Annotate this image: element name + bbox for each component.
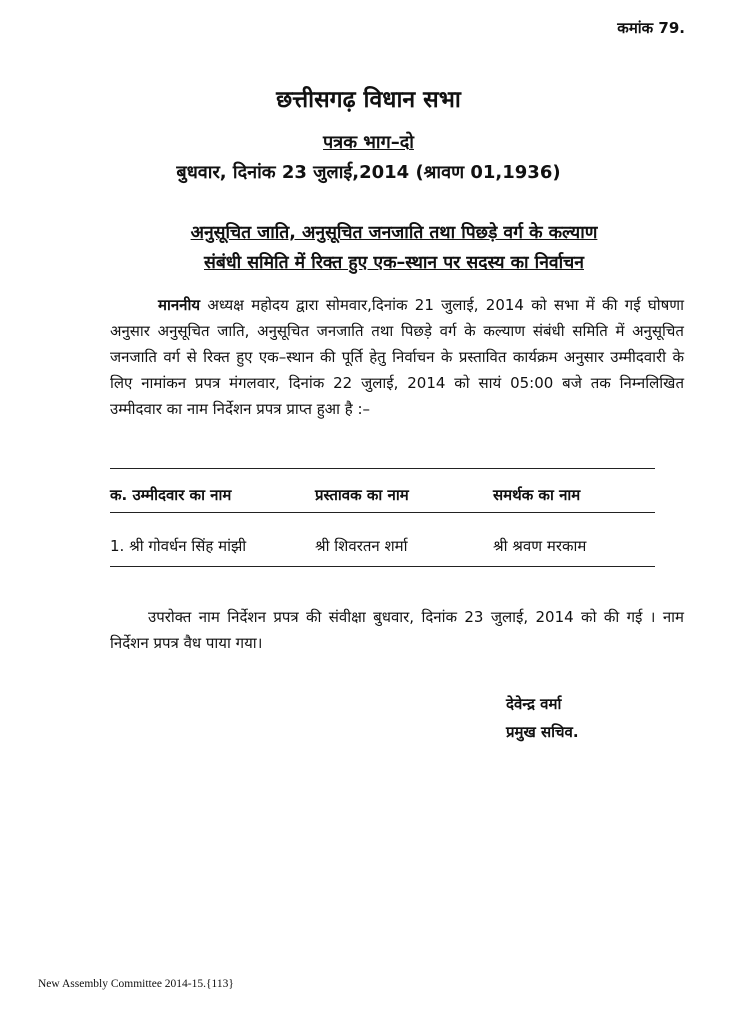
- signer-name: देवेन्द्र वर्मा: [506, 695, 562, 713]
- footer-reference: New Assembly Committee 2014-15.{113}: [38, 978, 234, 990]
- bulletin-part: [0, 130, 737, 154]
- table-top-rule: [110, 468, 655, 469]
- cell-supporter: श्री श्रवण मरकाम: [493, 537, 587, 555]
- subject-heading: [104, 218, 684, 278]
- body-paragraph-2: उपरोक्त नाम निर्देशन प्रपत्र की संवीक्षा बुधवार, दिनांक 23 जुलाई, 2014 को की गई । नाम निर्देशन प्रपत्र वैध पाया गया।: [110, 608, 684, 652]
- paragraph-1-text: अध्यक्ष महोदय द्वारा सोमवार,दिनांक 21 जुलाई, 2014 को सभा में की गई घोषणा अनुसार अनुसूचित जाति, अनुसूचित जनजाति तथा पिछड़े वर्ग के कल्याण संबंधी समिति में अनुसूचित जनजाति वर्ग से रिक्त हुए एक–स्थान की पूर्ति हेतु निर्वाचन के प्रस्तावित कार्यक्रम अनुसार उम्मीदवारी के लिए नामांकन प्रपत्र मंगलवार, दिनांक 22 जुलाई, 2014 को सायं 05:00 बजे तक निम्नलिखित उम्मीदवार का नाम निर्देशन प्रपत्र प्राप्त हुआ है :–: [110, 296, 684, 418]
- header-candidate: क. उम्मीदवार का नाम: [110, 486, 232, 504]
- bulletin-part-label: पत्रक भाग–दो: [323, 132, 414, 153]
- body-paragraph-1: [110, 292, 684, 422]
- subject-line-2: संबंधी समिति में रिक्त हुए एक–स्थान पर सदस्य का निर्वाचन: [204, 253, 584, 273]
- date-line: बुधवार, दिनांक 23 जुलाई,2014 (श्रावण 01,1936): [176, 162, 561, 183]
- subject-line-1: अनुसूचित जाति, अनुसूचित जनजाति तथा पिछड़े वर्ग के कल्याण: [190, 223, 598, 243]
- paragraph-lead-word: माननीय: [158, 296, 201, 314]
- table-bottom-rule: [110, 566, 655, 567]
- signature-block: [506, 690, 579, 746]
- assembly-title: छत्तीसगढ़ विधान सभा: [276, 87, 461, 113]
- table-header-rule: [110, 512, 655, 513]
- cell-candidate: 1. श्री गोवर्धन सिंह मांझी: [110, 537, 247, 555]
- serial-number: कमांक 79.: [617, 19, 685, 37]
- header-supporter: समर्थक का नाम: [493, 486, 581, 504]
- header-proposer: प्रस्तावक का नाम: [315, 486, 409, 504]
- cell-proposer: श्री शिवरतन शर्मा: [315, 537, 408, 555]
- signer-designation: प्रमुख सचिव.: [506, 723, 579, 741]
